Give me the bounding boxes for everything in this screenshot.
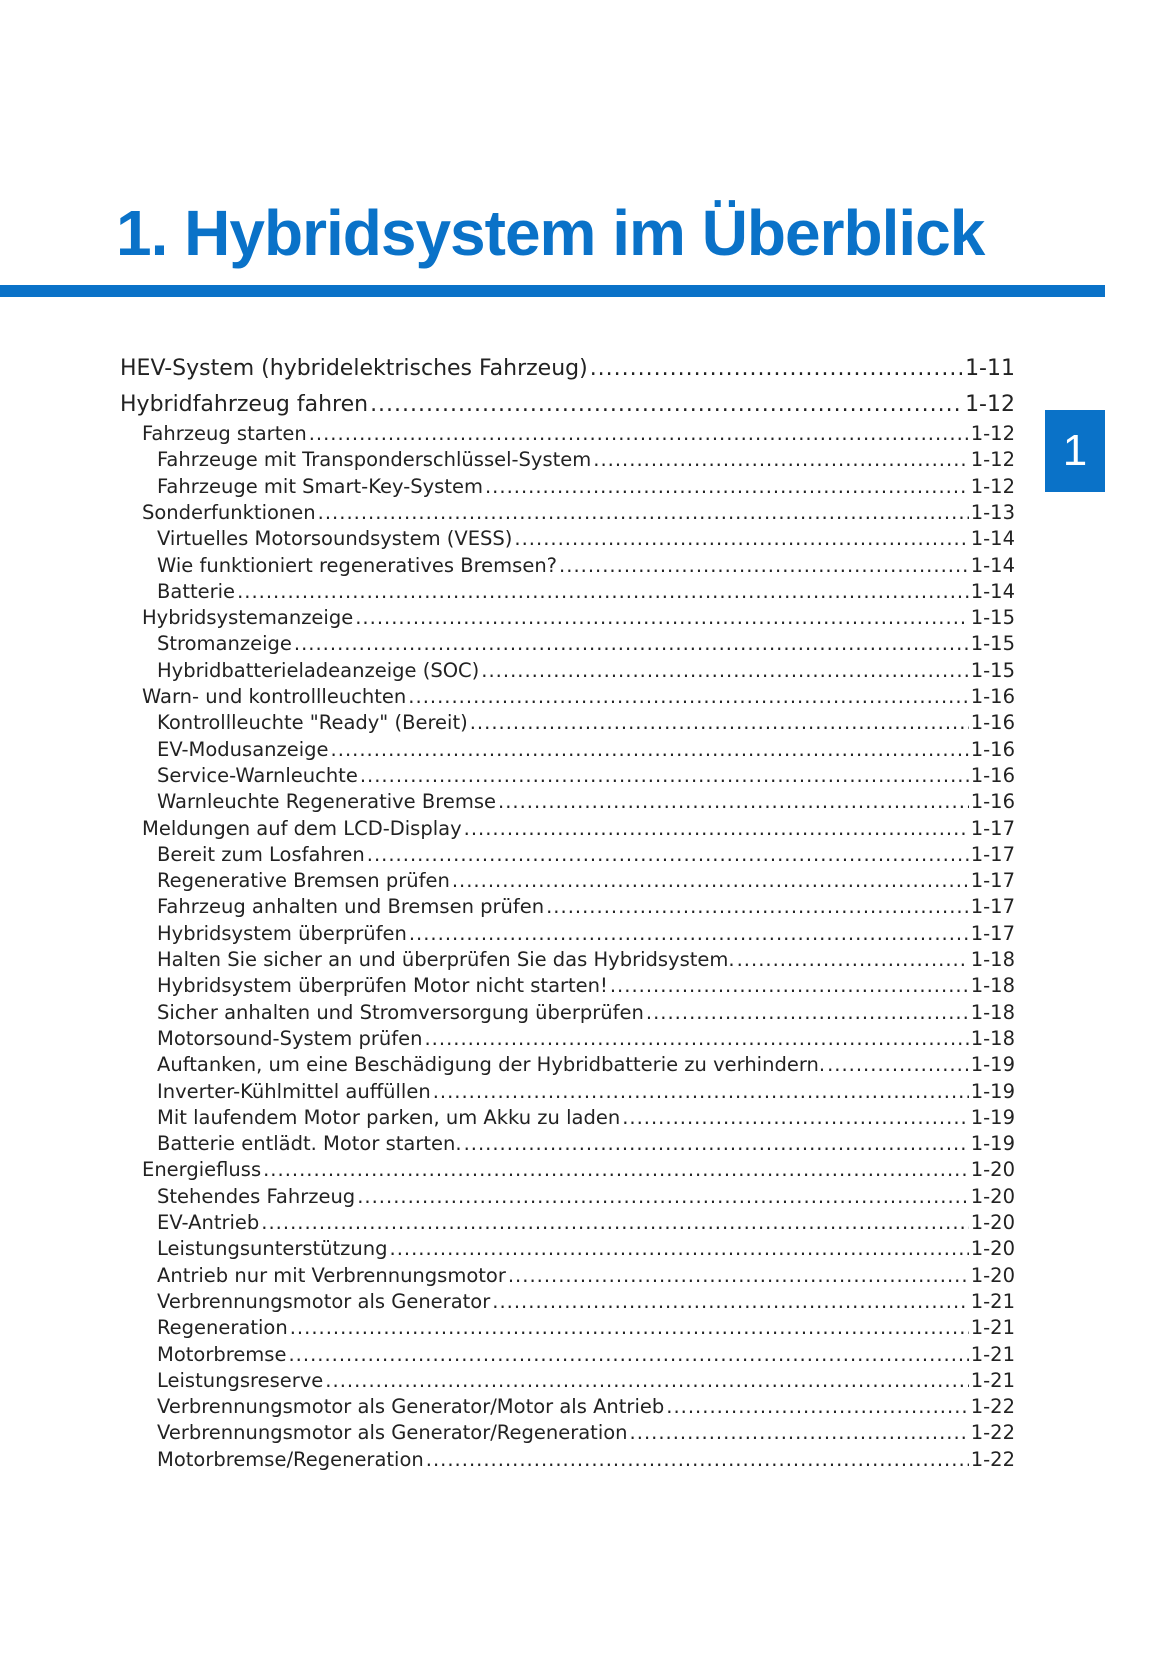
toc-entry[interactable] <box>120 356 1015 381</box>
toc-entry[interactable] <box>157 475 1015 498</box>
toc-entry-label: Sicher anhalten und Stromversorgung überprüfen <box>157 1000 644 1024</box>
toc-entry-label: EV-Modusanzeige <box>157 737 329 761</box>
toc-entry[interactable] <box>142 685 1015 708</box>
dot-leader <box>294 632 969 655</box>
dot-leader <box>492 1290 968 1313</box>
toc-entry[interactable] <box>157 1448 1015 1471</box>
dot-leader <box>514 527 968 550</box>
dot-leader <box>827 1053 969 1076</box>
toc-entry-label: Motorbremse/Regeneration <box>157 1447 424 1471</box>
toc-entry-page: 1-12 <box>970 422 1015 445</box>
dot-leader <box>360 764 969 787</box>
toc-entry[interactable] <box>157 659 1015 682</box>
toc-entry-label: Stehendes Fahrzeug <box>157 1184 356 1208</box>
toc-entry-label: Service-Warnleuchte <box>157 763 358 787</box>
chapter-tab[interactable]: 1 <box>1045 410 1105 492</box>
toc-entry-label: Verbrennungsmotor als Generator/Motor als Antrieb <box>157 1395 665 1419</box>
toc-entry[interactable] <box>157 790 1015 813</box>
toc-entry-page: 1-14 <box>970 579 1015 603</box>
toc-entry-page: 1-20 <box>970 1263 1015 1287</box>
toc-entry-page: 1-16 <box>970 737 1015 761</box>
toc-entry-page: 1-20 <box>970 1158 1015 1182</box>
toc-entry-label: Fahrzeug starten <box>142 422 307 445</box>
toc-entry[interactable] <box>142 606 1015 629</box>
toc-entry-label: Warn- und kontrollleuchten <box>142 685 407 708</box>
toc-entry[interactable] <box>120 392 1015 417</box>
toc-entry[interactable] <box>157 1080 1015 1103</box>
toc-entry[interactable] <box>157 1316 1015 1339</box>
toc-entry-page: 1-12 <box>965 392 1015 417</box>
toc-entry-label: HEV-System (hybridelektrisches Fahrzeug) <box>120 356 588 381</box>
dot-leader <box>261 1211 968 1234</box>
dot-leader <box>263 1158 969 1181</box>
dot-leader <box>622 1106 969 1129</box>
toc-entry-label: Leistungsreserve <box>157 1368 324 1392</box>
toc-entry-label: Hybridsystem überprüfen <box>157 921 407 945</box>
toc-entry[interactable] <box>157 1395 1015 1418</box>
toc-entry-page: 1-20 <box>970 1211 1015 1234</box>
toc-entry-label: Hybridfahrzeug fahren <box>120 392 369 417</box>
dot-leader <box>590 356 963 381</box>
dot-leader <box>610 974 969 997</box>
toc-entry-page: 1-11 <box>965 356 1015 381</box>
toc-entry[interactable] <box>157 738 1015 761</box>
toc-entry-label: EV-Antrieb <box>157 1211 260 1234</box>
dot-leader <box>325 1369 968 1392</box>
toc-entry-label: Sonderfunktionen <box>142 500 316 524</box>
toc-entry-label: Regenerative Bremsen prüfen <box>157 869 450 893</box>
toc-entry[interactable] <box>157 1001 1015 1024</box>
toc-entry-label: Meldungen auf dem LCD-Display <box>142 816 462 840</box>
dot-leader <box>481 659 968 682</box>
toc-entry-page: 1-12 <box>970 448 1015 472</box>
dot-leader <box>237 580 969 603</box>
toc-entry-label: Auftanken, um eine Beschädigung der Hybridbatterie zu verhindern. <box>157 1053 826 1077</box>
toc-entry-page: 1-14 <box>970 553 1015 577</box>
toc-entry-page: 1-17 <box>970 895 1015 919</box>
toc-entry-page: 1-19 <box>970 1079 1015 1103</box>
toc-entry[interactable] <box>142 817 1015 840</box>
toc-entry[interactable] <box>157 580 1015 603</box>
toc-entry-page: 1-18 <box>970 1026 1015 1050</box>
dot-leader <box>357 1185 969 1208</box>
toc-entry-page: 1-18 <box>970 1000 1015 1024</box>
toc-entry[interactable] <box>157 632 1015 655</box>
toc-entry[interactable] <box>157 1106 1015 1129</box>
toc-entry-page: 1-19 <box>970 1105 1015 1129</box>
dot-leader <box>546 895 969 918</box>
toc-entry-label: Leistungsunterstützung <box>157 1237 388 1261</box>
dot-leader <box>452 869 969 892</box>
title-divider <box>0 285 1105 297</box>
toc-entry-label: Bereit zum Losfahren <box>157 842 365 866</box>
toc-entry-label: Motorbremse <box>157 1342 287 1366</box>
toc-entry-label: Hybridsystem überprüfen Motor nicht starten! <box>157 974 608 998</box>
dot-leader <box>508 1264 969 1287</box>
toc-entry-page: 1-18 <box>970 974 1015 998</box>
toc-entry[interactable] <box>157 448 1015 471</box>
toc-entry-page: 1-17 <box>970 842 1015 866</box>
toc-entry[interactable] <box>157 1053 1015 1076</box>
dot-leader <box>630 1421 969 1444</box>
toc-entry-page: 1-12 <box>970 474 1015 498</box>
toc-entry-page: 1-21 <box>970 1316 1015 1340</box>
toc-entry[interactable] <box>157 843 1015 866</box>
toc-entry[interactable] <box>157 1343 1015 1366</box>
toc-entry[interactable] <box>157 869 1015 892</box>
toc-entry-label: Antrieb nur mit Verbrennungsmotor <box>157 1263 506 1287</box>
toc-entry[interactable] <box>142 422 1015 445</box>
dot-leader <box>290 1316 969 1339</box>
toc-entry-page: 1-22 <box>970 1447 1015 1471</box>
toc-entry[interactable] <box>157 711 1015 734</box>
dot-leader <box>331 738 969 761</box>
toc-entry-page: 1-14 <box>970 527 1015 551</box>
toc-entry[interactable] <box>142 501 1015 524</box>
dot-leader <box>390 1237 969 1260</box>
toc-entry-page: 1-22 <box>970 1395 1015 1419</box>
toc-entry-label: Verbrennungsmotor als Generator/Regeneration <box>157 1421 628 1445</box>
toc-entry[interactable] <box>157 1185 1015 1208</box>
toc-entry-page: 1-16 <box>970 711 1015 735</box>
dot-leader <box>426 1448 969 1471</box>
toc-entry-label: Batterie entlädt. Motor starten. <box>157 1132 462 1156</box>
toc-entry-label: Fahrzeuge mit Smart-Key-System <box>157 474 483 498</box>
toc-entry[interactable] <box>142 1158 1015 1181</box>
toc-entry[interactable] <box>157 1290 1015 1313</box>
dot-leader <box>464 817 969 840</box>
toc-entry-page: 1-21 <box>970 1368 1015 1392</box>
toc-entry-label: Halten Sie sicher an und überprüfen Sie das Hybridsystem. <box>157 948 735 971</box>
toc-entry-page: 1-17 <box>970 816 1015 840</box>
toc-entry-label: Inverter-Kühlmittel auffüllen <box>157 1079 431 1103</box>
dot-leader <box>355 606 969 629</box>
toc-entry-label: Energiefluss <box>142 1158 262 1182</box>
chapter-title: 1. Hybridsystem im Überblick <box>116 197 985 269</box>
dot-leader <box>367 843 969 866</box>
dot-leader <box>424 1027 968 1050</box>
toc-entry-page: 1-22 <box>970 1421 1015 1445</box>
toc-entry-page: 1-20 <box>970 1237 1015 1261</box>
toc-entry-label: Warnleuchte Regenerative Bremse <box>157 790 496 814</box>
toc-entry-label: Virtuelles Motorsoundsystem (VESS) <box>157 527 513 551</box>
toc-entry-page: 1-16 <box>970 763 1015 787</box>
toc-entry[interactable] <box>157 554 1015 577</box>
toc-entry-label: Fahrzeuge mit Transponderschlüssel-System <box>157 448 592 472</box>
dot-leader <box>646 1001 969 1024</box>
toc-entry[interactable] <box>157 1421 1015 1444</box>
dot-leader <box>593 448 968 471</box>
toc-entry[interactable] <box>157 764 1015 787</box>
toc-entry[interactable] <box>157 922 1015 945</box>
toc-entry-page: 1-21 <box>970 1342 1015 1366</box>
toc-entry[interactable] <box>157 974 1015 997</box>
toc-entry-page: 1-17 <box>970 921 1015 945</box>
dot-leader <box>498 790 969 813</box>
dot-leader <box>485 475 969 498</box>
dot-leader <box>666 1395 968 1418</box>
toc-entry-page: 1-16 <box>970 685 1015 708</box>
dot-leader <box>288 1343 968 1366</box>
toc-entry-label: Wie funktioniert regeneratives Bremsen? <box>157 553 558 577</box>
toc-entry-label: Motorsound-System prüfen <box>157 1026 423 1050</box>
toc-entry-label: Mit laufendem Motor parken, um Akku zu laden <box>157 1105 621 1129</box>
dot-leader <box>737 948 969 971</box>
toc-entry-page: 1-15 <box>970 658 1015 682</box>
toc-entry[interactable] <box>157 1369 1015 1392</box>
toc-entry[interactable] <box>157 948 1015 971</box>
toc-entry[interactable] <box>157 527 1015 550</box>
toc-entry-page: 1-16 <box>970 790 1015 814</box>
toc-entry-page: 1-13 <box>970 500 1015 524</box>
toc-entry[interactable] <box>157 1237 1015 1260</box>
dot-leader <box>309 422 969 445</box>
toc-entry-page: 1-19 <box>970 1132 1015 1156</box>
toc-entry[interactable] <box>157 1027 1015 1050</box>
toc-entry[interactable] <box>157 1132 1015 1155</box>
toc-entry-page: 1-18 <box>970 948 1015 971</box>
toc-entry-label: Batterie <box>157 579 236 603</box>
dot-leader <box>318 501 969 524</box>
toc-entry-label: Hybridbatterieladeanzeige (SOC) <box>157 658 480 682</box>
toc-entry[interactable] <box>157 1211 1015 1234</box>
toc-entry[interactable] <box>157 1264 1015 1287</box>
toc-entry-label: Stromanzeige <box>157 632 292 656</box>
toc-entry-label: Hybridsystemanzeige <box>142 606 354 630</box>
toc-entry-page: 1-21 <box>970 1289 1015 1313</box>
toc-entry-page: 1-19 <box>970 1053 1015 1077</box>
toc-entry-page: 1-15 <box>970 606 1015 630</box>
dot-leader <box>464 1132 969 1155</box>
dot-leader <box>408 685 968 708</box>
toc-entry-label: Regeneration <box>157 1316 288 1340</box>
toc-entry-label: Verbrennungsmotor als Generator <box>157 1289 491 1313</box>
dot-leader <box>470 711 969 734</box>
dot-leader <box>409 922 969 945</box>
dot-leader <box>433 1080 969 1103</box>
toc-entry[interactable] <box>157 895 1015 918</box>
toc-entry-page: 1-20 <box>970 1184 1015 1208</box>
dot-leader <box>370 392 963 417</box>
toc-entry-page: 1-15 <box>970 632 1015 656</box>
toc-entry-page: 1-17 <box>970 869 1015 893</box>
toc-entry-label: Fahrzeug anhalten und Bremsen prüfen <box>157 895 545 919</box>
dot-leader <box>559 554 969 577</box>
toc-entry-label: Kontrollleuchte "Ready" (Bereit) <box>157 711 468 735</box>
